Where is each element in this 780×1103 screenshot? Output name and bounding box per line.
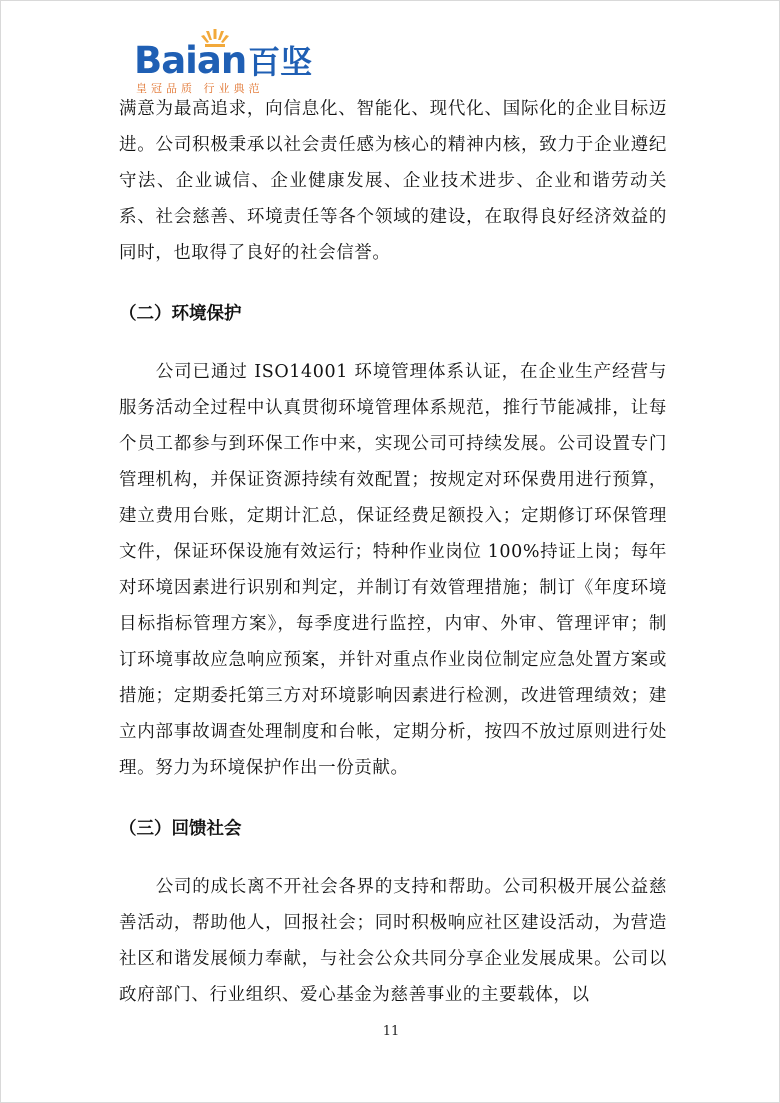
company-logo bbox=[134, 27, 364, 97]
logo-wordmark-cn: 百坚 bbox=[248, 43, 313, 81]
logo-slogan: 皇冠品质 行业典范 bbox=[136, 82, 264, 95]
logo-wordmark-part: an bbox=[196, 39, 247, 82]
intro-paragraph: 满意为最高追求，向信息化、智能化、现代化、国际化的企业目标迈进。公司积极秉承以社会责任感为核心的精神内核，致力于企业遵纪守法、企业诚信、企业健康发展、企业技术进步、企业和谐劳动关系、社会慈善、环境责任等各个领域的建设，在取得良好经济效益的同时，也取得了良好的社会信誉。 bbox=[119, 99, 667, 263]
society-paragraph: 公司的成长离不开社会各界的支持和帮助。公司积极开展公益慈善活动，帮助他人，回报社会；同时积极响应社区建设活动，为营造社区和谐发展倾力奉献，与社会公众共同分享企业发展成果。公司以政府部门、行业组织、爱心基金为慈善事业的主要载体，以 bbox=[119, 877, 667, 1005]
section-heading-environment: （二）环境保护 bbox=[119, 304, 242, 324]
page-number: 11 bbox=[382, 1024, 400, 1039]
logo-wordmark-part: Ba bbox=[134, 39, 186, 82]
environment-paragraph: 公司已通过 ISO14001 环境管理体系认证，在企业生产经营与服务活动全过程中认真贯彻环境管理体系规范，推行节能减排，让每个员工都参与到环保工作中来，实现公司可持续发展。公司设置专门管理机构，并保证资源持续有效配置；按规定对环保费用进行预算，建立费用台账，定期计汇总，保证经费足额投入；定期修订环保管理文件，保证环保设施有效运行；特种作业岗位 100%持证上岗；每年对环境因素进行识别和判定，并制订有效管理措施；制订《年度环境目标指标管理方案》，每季度进行监控，内审、外审、管理评审；制订环境事故应急响应预案，并针对重点作业岗位制定应急处置方案或措施；定期委托第三方对环境影响因素进行检测，改进管理绩效；建立内部事故调查处理制度和台帐，定期分析，按四不放过原则进行处理。努力为环境保护作出一份贡献。 bbox=[119, 362, 667, 778]
logo-wordmark bbox=[134, 41, 312, 81]
logo-wordmark-part: i bbox=[185, 39, 197, 82]
section-heading-society: （三）回馈社会 bbox=[119, 819, 242, 839]
document-body bbox=[119, 91, 667, 1013]
